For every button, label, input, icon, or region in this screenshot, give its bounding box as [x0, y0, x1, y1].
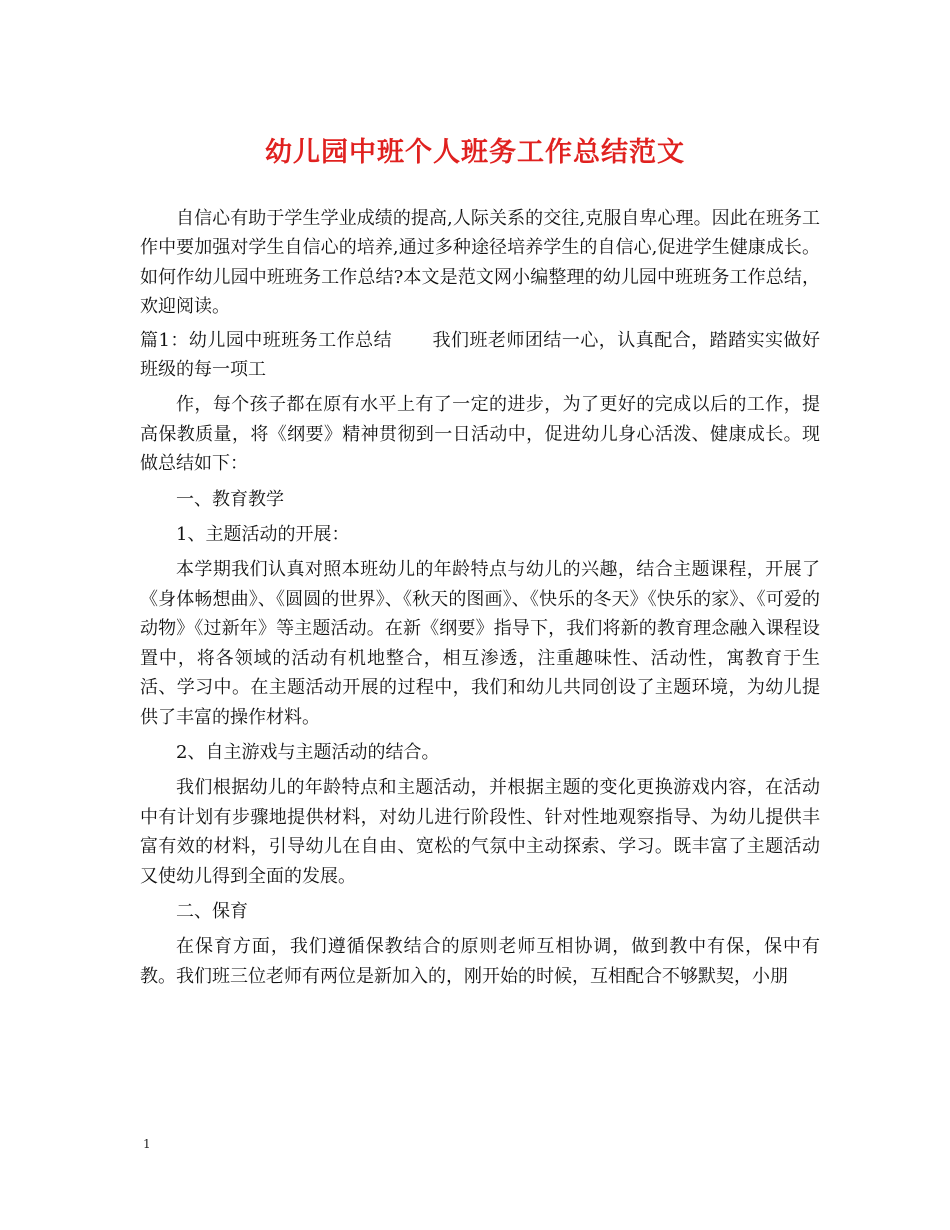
- continuation-paragraph: 作，每个孩子都在原有水平上有了一定的进步，为了更好的完成以后的工作，提高保教质量，将《纲要》精神贯彻到一日活动中，促进幼儿身心活泼、健康成长。现做总结如下：: [140, 394, 820, 475]
- section1-heading: 篇1：幼儿园中班班务工作总结: [140, 329, 393, 351]
- page-number: 1: [143, 1137, 151, 1151]
- care-paragraph: 在保育方面，我们遵循保教结合的原则老师互相协调，做到教中有保，保中有教。我们班三位老师有两位是新加入的，刚开始的时候，互相配合不够默契，小朋: [140, 936, 820, 987]
- theme-activities-paragraph: 本学期我们认真对照本班幼儿的年龄特点与幼儿的兴趣，结合主题课程，开展了《身体畅想曲》、《圆圆的世界》、《秋天的图画》、《快乐的冬天》《快乐的家》、《可爱的动物》《过新年》等主题活动。在新《纲要》指导下，我们将新的教育理念融入课程设置中，将各领域的活动有机地整合，相互渗透，注重趣味性、活动性，寓教育于生活、学习中。在主题活动开展的过程中，我们和幼儿共同创设了主题环境，为幼儿提供了丰富的操作材料。: [140, 559, 820, 728]
- document-body: [140, 204, 820, 991]
- section1-first-line: [140, 326, 820, 385]
- heading-education: 一、教育教学: [176, 488, 284, 510]
- free-play-paragraph: 我们根据幼儿的年龄特点和主题活动，并根据主题的变化更换游戏内容，在活动中有计划有步骤地提供材料，对幼儿进行阶段性、针对性地观察指导、为幼儿提供丰富有效的材料，引导幼儿在自由、宽松的气氛中主动探索、学习。既丰富了主题活动又使幼儿得到全面的发展。: [140, 777, 820, 887]
- heading-care: 二、保育: [176, 900, 248, 922]
- document-title: 幼儿园中班个人班务工作总结范文: [265, 137, 685, 168]
- intro-paragraph: 自信心有助于学生学业成绩的提高,人际关系的交往,克服自卑心理。因此在班务工作中要加强对学生自信心的培养,通过多种途径培养学生的自信心,促进学生健康成长。如何作幼儿园中班班务工作总结?本文是范文网小编整理的幼儿园中班班务工作总结，欢迎阅读。: [140, 208, 820, 318]
- heading-free-play: 2、自主游戏与主题活动的结合。: [176, 741, 440, 763]
- section1-lead-text: 我们班老师团结一心，认真配合，踏踏实实做好班级的每一项工: [140, 329, 821, 381]
- heading-theme-activities: 1、主题活动的开展：: [176, 524, 350, 546]
